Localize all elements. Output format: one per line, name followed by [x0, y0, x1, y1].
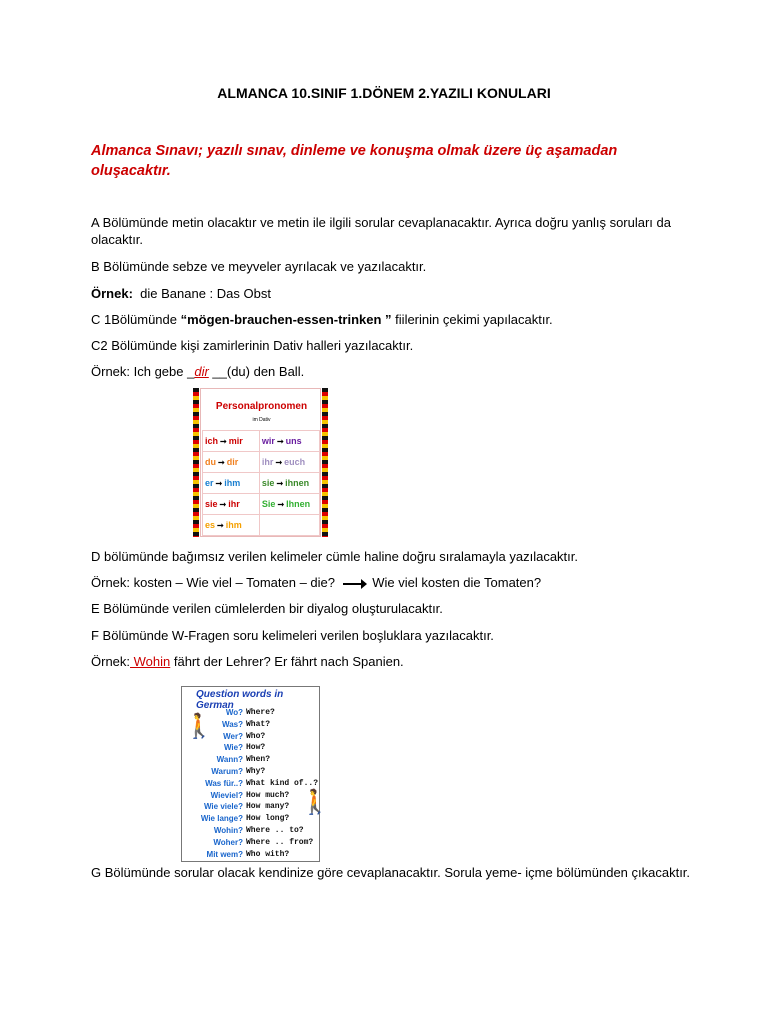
arrow-icon: ➞	[220, 437, 227, 446]
question-word-row	[182, 791, 321, 803]
pronoun-cell-plural	[259, 452, 319, 473]
pronoun-dative: Ihnen	[286, 499, 311, 509]
pronoun-row	[203, 515, 320, 536]
german-question-word: Wohin?	[213, 826, 243, 835]
english-translation: Who with?	[246, 849, 290, 859]
page-title: ALMANCA 10.SINIF 1.DÖNEM 2.YAZILI KONULARI	[217, 85, 551, 101]
section-f-example	[91, 653, 691, 670]
c1-suffix: fiilerinin çekimi yapılacaktır.	[391, 312, 553, 327]
pronoun-table	[202, 430, 320, 536]
english-translation: How much?	[246, 790, 290, 800]
question-word-row	[182, 767, 321, 779]
english-translation: What kind of..?	[246, 778, 319, 788]
question-word-row	[182, 743, 321, 755]
flag-strip-right	[322, 388, 328, 537]
arrow-icon: ➞	[276, 437, 284, 446]
c1-prefix: C 1Bölümünde	[91, 312, 181, 327]
section-f-text: F Bölümünde W-Fragen soru kelimeleri verilen boşluklara yazılacaktır.	[91, 628, 494, 643]
german-question-word: Wer?	[223, 731, 243, 741]
section-d-text: D bölümünde bağımsız verilen kelimeler cümle haline doğru sıralamayla yazılacaktır.	[91, 549, 578, 564]
english-translation: Where .. to?	[246, 826, 304, 835]
english-translation: How many?	[246, 802, 290, 812]
english-translation: When?	[246, 755, 271, 765]
question-word-row	[182, 814, 321, 826]
question-word-row	[182, 838, 321, 850]
c1-verbs: “mögen-brauchen-essen-trinken ”	[180, 312, 392, 327]
pronoun-dative: dir	[226, 457, 239, 467]
question-words-image	[181, 686, 330, 862]
section-b-example	[91, 285, 691, 302]
section-a-text: A Bölümünde metin olacaktır ve metin ile ilgili sorular cevaplanacaktır. Ayrıca doğru yanlış soruları da olacaktır.	[91, 215, 671, 247]
pronoun-cell-singular	[203, 473, 260, 494]
pronoun-cell-plural	[259, 473, 319, 494]
d-example-sentence: Wie viel kosten die Tomaten?	[372, 575, 542, 590]
german-question-word: Woher?	[213, 837, 243, 847]
pronoun-cell-singular	[203, 431, 260, 452]
pronoun-dative: ihnen	[285, 478, 310, 488]
pronoun-nominative: du	[205, 457, 216, 467]
pronoun-nominative: ich	[205, 436, 219, 446]
exam-description: Almanca Sınavı; yazılı sınav, dinleme ve konuşma olmak üzere üç aşamadan oluşacaktır.	[91, 143, 618, 179]
german-question-word: Wie?	[223, 743, 243, 753]
pronoun-image-subtitle: im Dativ	[252, 417, 271, 423]
pronoun-nominative: ihr	[261, 457, 274, 467]
f-example-sentence: fährt der Lehrer? Er fährt nach Spanien.	[170, 654, 404, 669]
d-example-words: Örnek: kosten – Wie viel – Tomaten – die?	[91, 575, 335, 590]
pronoun-table-frame	[200, 388, 321, 537]
example-text: die Banane : Das Obst	[140, 286, 271, 301]
section-c1-text	[91, 311, 691, 328]
english-translation: Where?	[246, 708, 275, 717]
pronoun-nominative: es	[205, 520, 216, 530]
section-d-example	[91, 574, 691, 591]
section-c2-text: C2 Bölümünde kişi zamirlerinin Dativ halleri yazılacaktır.	[91, 338, 414, 353]
pronoun-cell-plural	[259, 494, 319, 515]
pronoun-dative: ihr	[228, 499, 240, 509]
question-word-row	[182, 850, 321, 862]
arrow-icon: ➞	[217, 521, 224, 530]
arrow-icon: ➞	[276, 479, 284, 488]
question-word-row	[182, 802, 321, 814]
stick-figure-question-icon: 🚶	[300, 789, 330, 816]
english-translation: How long?	[246, 814, 290, 824]
personalpronomen-image	[193, 388, 328, 537]
section-e-text: E Bölümünde verilen cümlelerden bir diyalog oluşturulacaktır.	[91, 601, 443, 616]
question-word-row	[182, 720, 321, 732]
german-question-word: Warum?	[211, 767, 243, 776]
german-question-word: Was für..?	[205, 778, 243, 788]
pronoun-nominative: sie	[205, 499, 218, 509]
flag-strip-left	[193, 388, 199, 537]
pronoun-image-title: Personalpronomen	[215, 401, 308, 412]
question-word-row	[182, 732, 321, 744]
pronoun-cell-singular	[203, 452, 260, 473]
question-word-row	[182, 708, 321, 720]
c2-example-answer: dir	[194, 364, 209, 379]
pronoun-dative: euch	[284, 457, 306, 467]
pronoun-row	[203, 431, 320, 452]
german-question-word: Wieviel?	[210, 790, 243, 800]
question-word-row	[182, 779, 321, 791]
c2-example-suffix: __(du) den Ball.	[208, 364, 305, 379]
pronoun-row	[203, 473, 320, 494]
pronoun-dative: ihm	[225, 520, 242, 530]
pronoun-nominative: er	[205, 478, 214, 488]
german-question-word: Wie viele?	[203, 802, 243, 812]
example-label: Örnek:	[91, 286, 133, 301]
section-b-text: B Bölümünde sebze ve meyveler ayrılacak ve yazılacaktır.	[91, 259, 427, 274]
english-translation: What?	[246, 719, 271, 729]
arrow-icon: ➞	[215, 479, 223, 488]
arrow-icon: ➞	[219, 500, 227, 509]
pronoun-nominative: wir	[261, 436, 275, 446]
arrow-icon: ➞	[218, 458, 225, 467]
question-word-row	[182, 755, 321, 767]
c2-example-prefix: Örnek: Ich gebe _	[91, 364, 195, 379]
german-question-word: Mit wem?	[206, 849, 243, 859]
english-translation: Who?	[246, 731, 266, 741]
pronoun-cell-singular	[203, 515, 260, 536]
pronoun-row	[203, 452, 320, 473]
arrow-icon: ➞	[277, 500, 285, 509]
stick-figure-thinking-icon: 🚶	[184, 713, 214, 740]
pronoun-dative: mir	[228, 436, 243, 446]
pronoun-row	[203, 494, 320, 515]
section-g-text: G Bölümünde sorular olacak kendinize göre cevaplanacaktır. Sorula yeme- içme bölümünden çıkacaktır.	[91, 865, 691, 880]
pronoun-nominative: Sie	[261, 499, 276, 509]
english-translation: Where .. from?	[246, 837, 314, 847]
arrow-icon: ➞	[275, 458, 283, 467]
right-arrow-icon	[343, 583, 365, 585]
pronoun-cell-singular	[203, 494, 260, 515]
f-example-answer: Wohin	[130, 654, 171, 669]
pronoun-cell-plural	[259, 515, 319, 536]
f-example-label: Örnek:	[91, 654, 131, 669]
german-question-word: Was?	[221, 719, 243, 729]
english-translation: How?	[246, 743, 266, 753]
german-question-word: Wann?	[216, 755, 243, 765]
section-c2-example	[91, 363, 691, 380]
pronoun-dative: ihm	[224, 478, 241, 488]
german-question-word: Wo?	[225, 708, 243, 717]
pronoun-cell-plural	[259, 431, 319, 452]
question-word-row	[182, 826, 321, 838]
pronoun-nominative: sie	[261, 478, 275, 488]
german-question-word: Wie lange?	[200, 814, 243, 824]
english-translation: Why?	[246, 767, 266, 776]
question-image-title: Question words in German	[196, 689, 284, 711]
pronoun-dative: uns	[285, 436, 302, 446]
